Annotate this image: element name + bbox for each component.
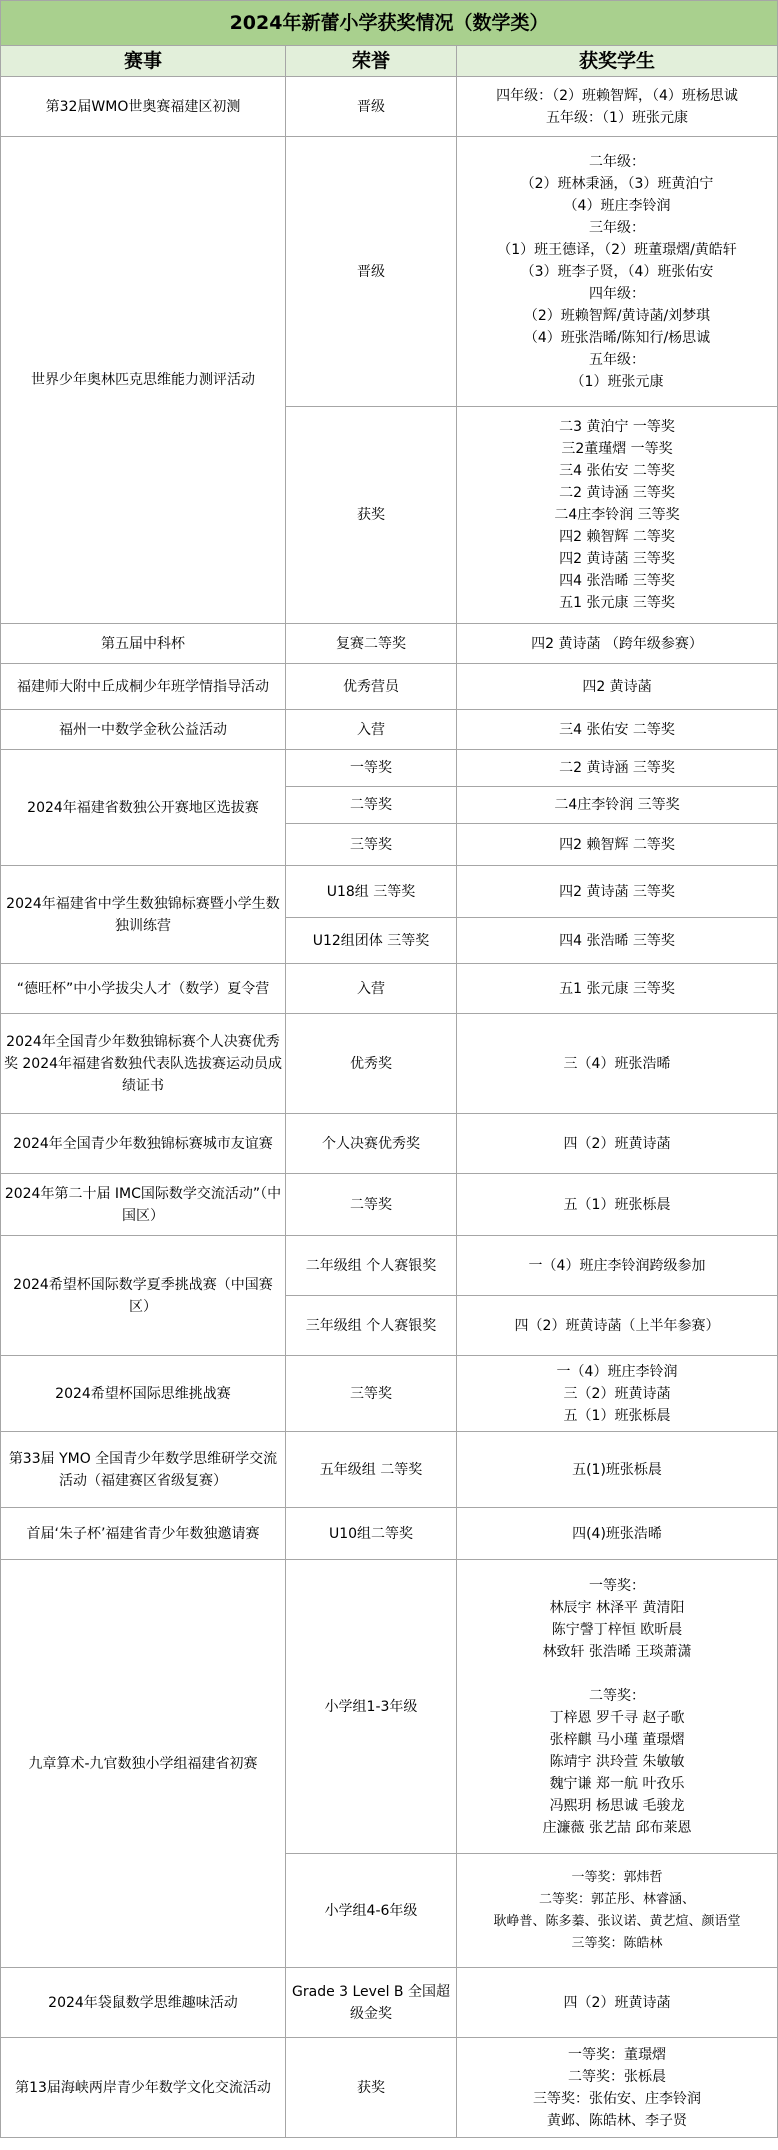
student-line: 五年级： [589, 351, 646, 368]
table-row [1, 1560, 778, 1854]
event-cell: 2024年袋鼠数学思维趣味活动 [1, 1968, 286, 2038]
table-row [1, 624, 778, 664]
student-line: 一等奖： [589, 1577, 646, 1594]
student-line [459, 1663, 775, 1685]
student-line: 陈宁謦丁梓恒 欧昕晨 [551, 1621, 683, 1638]
student-line: 二等奖： [589, 1687, 646, 1704]
event-cell: 世界少年奥林匹克思维能力测评活动 [1, 137, 286, 624]
student-line: （4）班庄李铃润 [563, 197, 671, 214]
table-row [1, 866, 778, 918]
honor-cell: 一等奖 [286, 750, 457, 787]
student-line: （2）班赖智辉/黄诗菡/刘梦琪 [523, 307, 711, 324]
table-row [1, 750, 778, 787]
student-line: （1）班张元康 [570, 373, 664, 390]
table-row [1, 1432, 778, 1508]
honor-cell: 入营 [286, 710, 457, 750]
students-cell [457, 1014, 778, 1114]
honor-cell: 二年级组 个人赛银奖 [286, 1236, 457, 1296]
honor-cell: 五年级组 二等奖 [286, 1432, 457, 1508]
student-line: 五（1）班张栎晨 [563, 1196, 671, 1213]
students-cell [457, 866, 778, 918]
student-line: （2）班林秉涵，（3）班黄泊宁 [520, 175, 714, 192]
student-line: 二等奖：郭芷彤、林睿涵、 [539, 1891, 696, 1907]
students-cell [457, 664, 778, 710]
student-line: 二3 黄泊宁 一等奖 [559, 419, 675, 435]
header-students: 获奖学生 [457, 46, 778, 77]
event-cell: 2024年福建省中学生数独锦标赛暨小学生数独训练营 [1, 866, 286, 964]
student-line: 陈靖宇 洪玲萱 朱敏敏 [549, 1753, 685, 1770]
event-cell: 九章算术-九官数独小学组福建省初赛 [1, 1560, 286, 1968]
student-line: 四2 黄诗菡 三等奖 [559, 883, 675, 900]
student-line: （4）班张浩晞/陈知行/杨思诚 [523, 329, 711, 346]
honor-cell: 小学组1-3年级 [286, 1560, 457, 1854]
student-line: 一等奖：郭炜哲 [571, 1869, 663, 1885]
student-line: 四(4)班张浩晞 [572, 1525, 662, 1542]
student-line: 庄濂薇 张艺喆 邱布莱恩 [542, 1819, 692, 1836]
student-line: 四2 黄诗菡 三等奖 [559, 551, 675, 567]
event-cell: 第32届WMO世奥赛福建区初测 [1, 77, 286, 137]
students-cell [457, 824, 778, 866]
table-row [1, 77, 778, 137]
event-cell: 福州一中数学金秋公益活动 [1, 710, 286, 750]
table-row [1, 1236, 778, 1296]
honor-cell: U10组二等奖 [286, 1508, 457, 1560]
student-line: 一（4）班庄李铃润 [556, 1363, 678, 1380]
students-cell [457, 1174, 778, 1236]
honor-cell: 晋级 [286, 77, 457, 137]
table-row [1, 137, 778, 407]
honor-cell: Grade 3 Level B 全国超级金奖 [286, 1968, 457, 2038]
students-cell [457, 787, 778, 824]
student-line: 四4 张浩晞 三等奖 [559, 932, 675, 949]
honor-cell: U18组 三等奖 [286, 866, 457, 918]
table-row [1, 1968, 778, 2038]
honor-cell: 优秀营员 [286, 664, 457, 710]
student-line: 四2 黄诗菡 [582, 678, 652, 695]
honor-cell: 三年级组 个人赛银奖 [286, 1296, 457, 1356]
honor-cell: 小学组4-6年级 [286, 1854, 457, 1968]
student-line: 五（1）班张栎晨 [563, 1407, 671, 1424]
student-line: 五年级：（1）班张元康 [546, 109, 688, 126]
students-cell [457, 1296, 778, 1356]
event-cell: 2024希望杯国际数学夏季挑战赛（中国赛区） [1, 1236, 286, 1356]
student-line: 五1 张元康 三等奖 [559, 595, 675, 611]
event-cell: 第13届海峡两岸青少年数学文化交流活动 [1, 2038, 286, 2138]
students-cell [457, 1968, 778, 2038]
student-line: 三（4）班张浩晞 [563, 1055, 671, 1072]
student-line: 三（2）班黄诗菡 [563, 1385, 671, 1402]
student-line: 林致轩 张浩晞 王琰萧潇 [542, 1643, 692, 1660]
event-cell: 2024年福建省数独公开赛地区选拔赛 [1, 750, 286, 866]
students-cell [457, 1854, 778, 1968]
event-cell: 2024年第二十届 IMC国际数学交流活动”（中国区） [1, 1174, 286, 1236]
table-row [1, 1356, 778, 1432]
honor-cell: 个人决赛优秀奖 [286, 1114, 457, 1174]
honor-cell: 复赛二等奖 [286, 624, 457, 664]
student-line: 魏宁谦 郑一航 叶孜乐 [549, 1775, 685, 1792]
student-line: 林辰宇 林泽平 黄清阳 [549, 1599, 685, 1616]
event-cell: 2024希望杯国际思维挑战赛 [1, 1356, 286, 1432]
student-line: 四（2）班黄诗菡 [563, 1994, 671, 2011]
students-cell [457, 710, 778, 750]
honor-cell: 三等奖 [286, 1356, 457, 1432]
students-cell [457, 137, 778, 407]
event-cell: 福建师大附中丘成桐少年班学情指导活动 [1, 664, 286, 710]
student-line: 二4庄李铃润 三等奖 [554, 797, 680, 813]
event-cell: 首届‘朱子杯’福建省青少年数独邀请赛 [1, 1508, 286, 1560]
students-cell [457, 918, 778, 964]
student-line: 五1 张元康 三等奖 [559, 980, 675, 997]
student-line: 冯熙玥 杨思诚 毛骏龙 [549, 1797, 685, 1814]
table-title: 2024年新蕾小学获奖情况（数学类） [1, 1, 778, 46]
table-row [1, 710, 778, 750]
student-line: 四（2）班黄诗菡 [563, 1135, 671, 1152]
event-cell: 2024年全国青少年数独锦标赛个人决赛优秀奖 2024年福建省数独代表队选拔赛运动员成绩证书 [1, 1014, 286, 1114]
student-line: 二年级： [589, 153, 646, 170]
honor-cell: 晋级 [286, 137, 457, 407]
students-cell [457, 964, 778, 1014]
student-line: 四年级：（2）班赖智辉，（4）班杨思诚 [496, 87, 738, 104]
students-cell [457, 1356, 778, 1432]
student-line: 三等奖：陈皓林 [571, 1935, 663, 1951]
event-cell: 2024年全国青少年数独锦标赛城市友谊赛 [1, 1114, 286, 1174]
table-row [1, 2038, 778, 2138]
honor-cell: 获奖 [286, 407, 457, 624]
students-cell [457, 750, 778, 787]
student-line: 三2董瑾熠 一等奖 [561, 441, 673, 457]
students-cell [457, 407, 778, 624]
header-event: 赛事 [1, 46, 286, 77]
student-line: 二等奖：张栎晨 [568, 2068, 667, 2085]
event-cell: “德旺杯”中小学拔尖人才（数学）夏令营 [1, 964, 286, 1014]
student-line: 丁梓恩 罗千寻 赵子歌 [549, 1709, 685, 1726]
students-cell [457, 1560, 778, 1854]
students-cell [457, 2038, 778, 2138]
student-line: 二2 黄诗涵 三等奖 [559, 485, 675, 501]
honor-cell: 入营 [286, 964, 457, 1014]
student-line: 四2 黄诗菡 （跨年级参赛） [531, 635, 703, 652]
table-row [1, 1014, 778, 1114]
student-line: 三4 张佑安 二等奖 [559, 463, 675, 479]
table-row [1, 664, 778, 710]
student-line: 四4 张浩晞 三等奖 [559, 573, 675, 589]
header-honor: 荣誉 [286, 46, 457, 77]
students-cell [457, 1114, 778, 1174]
student-line: 五(1)班张栎晨 [572, 1461, 662, 1478]
students-cell [457, 1432, 778, 1508]
event-cell: 第33届 YMO 全国青少年数学思维研学交流活动（福建赛区省级复赛） [1, 1432, 286, 1508]
students-cell [457, 624, 778, 664]
honor-cell: 三等奖 [286, 824, 457, 866]
student-line: 四年级： [589, 285, 646, 302]
students-cell [457, 1236, 778, 1296]
event-cell: 第五届中科杯 [1, 624, 286, 664]
student-line: 二4庄李铃润 三等奖 [554, 507, 680, 523]
student-line: 张梓麒 马小瑾 董璟熠 [549, 1731, 685, 1748]
table-row [1, 964, 778, 1014]
table-row [1, 1114, 778, 1174]
student-line: 一等奖：董璟熠 [568, 2046, 667, 2063]
student-line: （1）班王德译，（2）班董璟熠/黄皓轩 [497, 241, 737, 258]
honor-cell: 二等奖 [286, 1174, 457, 1236]
table-row [1, 1508, 778, 1560]
student-line: 三等奖：张佑安、庄李铃润 [533, 2090, 702, 2107]
student-line: （3）班李子贤，（4）班张佑安 [520, 263, 714, 280]
students-cell [457, 77, 778, 137]
student-line: 二2 黄诗涵 三等奖 [559, 760, 675, 776]
honor-cell: 优秀奖 [286, 1014, 457, 1114]
student-line: 三年级： [589, 219, 646, 236]
student-line: 四2 赖智辉 二等奖 [559, 836, 675, 853]
students-cell [457, 1508, 778, 1560]
table-row [1, 1174, 778, 1236]
student-line: 黄邺、陈皓林、李子贤 [547, 2112, 688, 2129]
student-line: 三4 张佑安 二等奖 [559, 721, 675, 738]
honor-cell: 获奖 [286, 2038, 457, 2138]
student-line: 四2 赖智辉 二等奖 [559, 529, 675, 545]
student-line: 一（4）班庄李铃润跨级参加 [528, 1257, 706, 1274]
honor-cell: 二等奖 [286, 787, 457, 824]
honor-cell: U12组团体 三等奖 [286, 918, 457, 964]
student-line: 四（2）班黄诗菡（上半年参赛） [514, 1317, 720, 1334]
student-line: 耿峥普、陈多蓁、张议诺、黄艺煊、颜语堂 [493, 1913, 741, 1929]
